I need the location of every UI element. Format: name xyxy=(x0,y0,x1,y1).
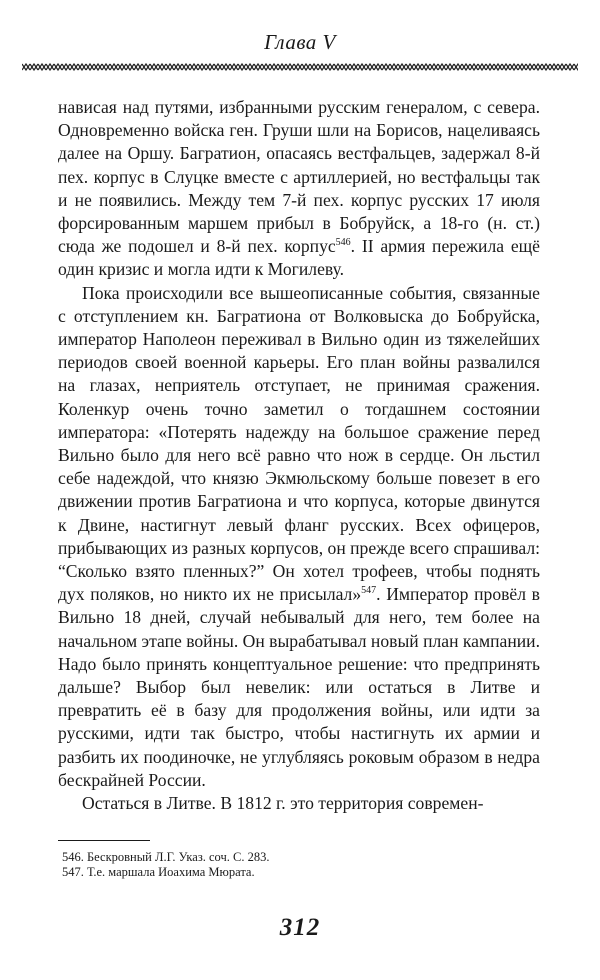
footnote-546: 546. Бескровный Л.Г. Указ. соч. С. 283. xyxy=(62,850,270,864)
footnote-separator xyxy=(58,840,150,841)
paragraph-2 xyxy=(58,282,540,792)
footnote-ref-547[interactable]: 547 xyxy=(361,585,377,597)
paragraph-1-text: нависая над путями, избранными русским генералом, с севера. Одновременно войска ген. Груши шли на Борисов, нацеливаясь далее на Оршу. Багратион, опасаясь вестфальцев, задержал 8-й пех. корпус в Слуцке вместе с артиллерией, но вестфальцы так и не появились. Между тем 7-й пех. корпус русских 17 июля форсированным маршем прибыл в Бобруйск, а 18-го (н. ст.) сюда же подошел и 8-й пех. корпус xyxy=(58,97,540,257)
paragraph-1 xyxy=(58,96,540,282)
main-text xyxy=(58,96,540,815)
paragraph-2-text: Пока происходили все вышеописанные события, связанные с отступлением кн. Багратиона от Волковыска до Бобруйска, император Наполеон переживал в Вильно один из тяжелейших периодов своей военной карьеры. Его план войны развалился на глазах, неприятель отступает, не принимая сражения. Коленкур очень точно заметил о тогдашнем состоянии императора: «Потерять надежду на большое сражение перед Вильно было для него всё равно что нож в сердце. Он льстил себе надеждой, что князю Экмюльскому больше повезет в его движении против Багратиона и что корпуса, которые двинутся к Двине, настигнут левый фланг русских. Всех офицеров, прибывающих из разных корпусов, он прежде всего спрашивал: “Сколько взято пленных?” Он хотел трофеев, чтобы поднять дух поляков, но никто их не присылал» xyxy=(58,282,540,605)
footnote-547: 547. Т.е. маршала Иоахима Мюрата. xyxy=(62,865,255,879)
footnote-ref-546[interactable]: 546 xyxy=(335,237,351,249)
ornamental-divider xyxy=(22,60,578,74)
page-number: 312 xyxy=(279,914,321,941)
chapter-header: Глава V xyxy=(264,30,336,54)
paragraph-1-text-after: . II армия пережила ещё один кризис и могла идти к Могилеву. xyxy=(58,236,540,280)
paragraph-3 xyxy=(58,792,540,815)
paragraph-2-text-after: . Император провёл в Вильно 18 дней, случай небывалый для него, тем более на начальном этапе войны. Он вырабатывал новый план кампании. Надо было принять концептуальное решение: что предпринять дальше? Выбор был невелик: или остаться в Литве и превратить её в базу для продолжения войны, или идти за русскими, идти так быстро, чтобы настигнуть их армии и разбить их поодиночке, не углубляясь роковым образом в недра бескрайней России. xyxy=(58,584,540,790)
footnotes xyxy=(62,850,532,880)
paragraph-3-text: Остаться в Литве. В 1812 г. это территория современ- xyxy=(82,793,484,814)
